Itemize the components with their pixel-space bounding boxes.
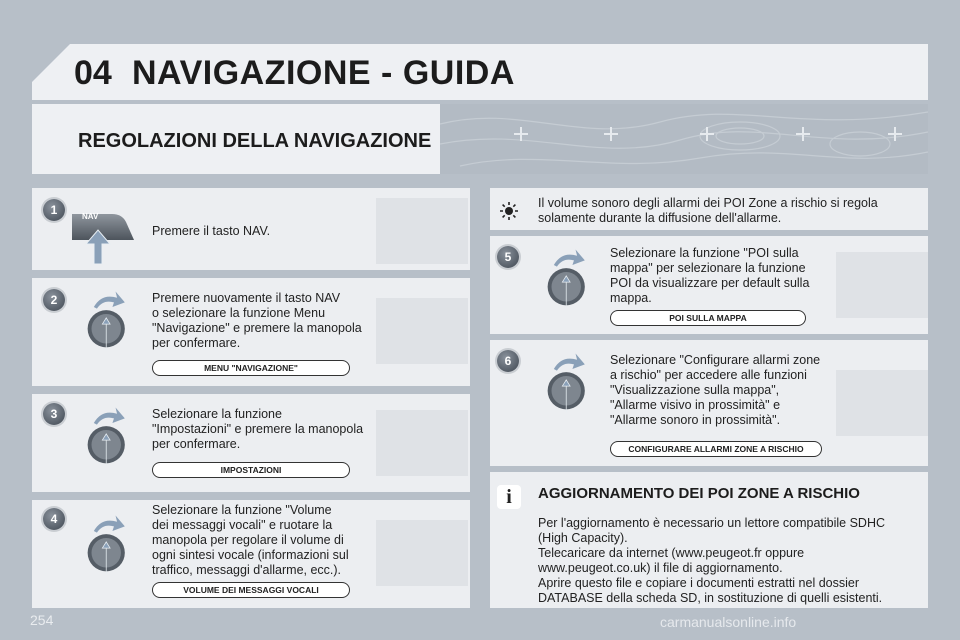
topographic-decoration: [440, 104, 928, 174]
step-number-3: 3: [43, 403, 65, 425]
section-title: REGOLAZIONI DELLA NAVIGAZIONE: [78, 130, 432, 152]
step-number-1: 1: [43, 199, 65, 221]
menu-label-pill: VOLUME DEI MESSAGGI VOCALI: [152, 582, 350, 598]
step-text-2: Premere nuovamente il tasto NAV o selezionare la funzione Menu "Navigazione" e premere la manopola per confermare.: [152, 291, 362, 350]
radio-panel-thumbnail: [836, 252, 928, 318]
step-number-5: 5: [497, 246, 519, 268]
page-number: 254: [30, 612, 54, 628]
radio-panel-thumbnail: [376, 410, 468, 476]
rotary-knob-icon: [76, 514, 138, 576]
step-text-1: Premere il tasto NAV.: [152, 224, 271, 238]
page-title: NAVIGAZIONE - GUIDA: [132, 54, 515, 92]
menu-label-pill: IMPOSTAZIONI: [152, 462, 350, 478]
step-number-6: 6: [497, 350, 519, 372]
rotary-knob-icon: [536, 248, 598, 310]
step-text-5: Selezionare la funzione "POI sulla mappa" per selezionare la funzione POI da visualizzare per default sulla mappa.: [610, 246, 810, 305]
radio-panel-thumbnail: [836, 370, 928, 436]
step-text-4: Selezionare la funzione "Volume dei messaggi vocali" e ruotare la manopola per regolare il volume di ogni sintesi vocale (informazioni sul traffico, messaggi d'allarme, ecc.).: [152, 503, 349, 577]
info-text: Per l'aggiornamento è necessario un lettore compatibile SDHC (High Capacity). Telecaricare da internet (www.peugeot.fr oppure www.peugeot.co.uk) il file di aggiornamento. Aprire questo file e copiare i documenti estratti nel dossier DATABASE della scheda SD, in sostituzione di quelli esistenti.: [538, 516, 886, 605]
menu-label-pill: MENU "NAVIGAZIONE": [152, 360, 350, 376]
radio-panel-thumbnail: [376, 298, 468, 364]
nav-button-illustration: [70, 206, 140, 264]
nav-button-label: NAV: [82, 212, 99, 221]
step-number-4: 4: [43, 508, 65, 530]
chapter-number: 04: [74, 54, 112, 92]
step-number-2: 2: [43, 289, 65, 311]
step-text-6: Selezionare "Configurare allarmi zone a rischio" per accedere alle funzioni "Visualizzazione sulla mappa", "Allarme visivo in prossimità" e "Allarme sonoro in prossimità".: [610, 353, 821, 427]
sun-icon: [500, 202, 518, 220]
radio-panel-thumbnail: [376, 198, 468, 264]
info-title: AGGIORNAMENTO DEI POI ZONE A RISCHIO: [538, 485, 860, 502]
watermark: carmanualsonline.info: [660, 614, 797, 630]
step-text-3: Selezionare la funzione "Impostazioni" e premere la manopola per confermare.: [152, 407, 364, 451]
info-icon: i: [497, 485, 521, 509]
radio-panel-thumbnail: [376, 520, 468, 586]
note-text: Il volume sonoro degli allarmi dei POI Zone a rischio si regola solamente durante la diffusione dell'allarme.: [538, 196, 878, 225]
rotary-knob-icon: [536, 352, 598, 414]
menu-label-pill: CONFIGURARE ALLARMI ZONE A RISCHIO: [610, 441, 822, 457]
rotary-knob-icon: [76, 290, 138, 352]
rotary-knob-icon: [76, 406, 138, 468]
menu-label-pill: POI SULLA MAPPA: [610, 310, 806, 326]
